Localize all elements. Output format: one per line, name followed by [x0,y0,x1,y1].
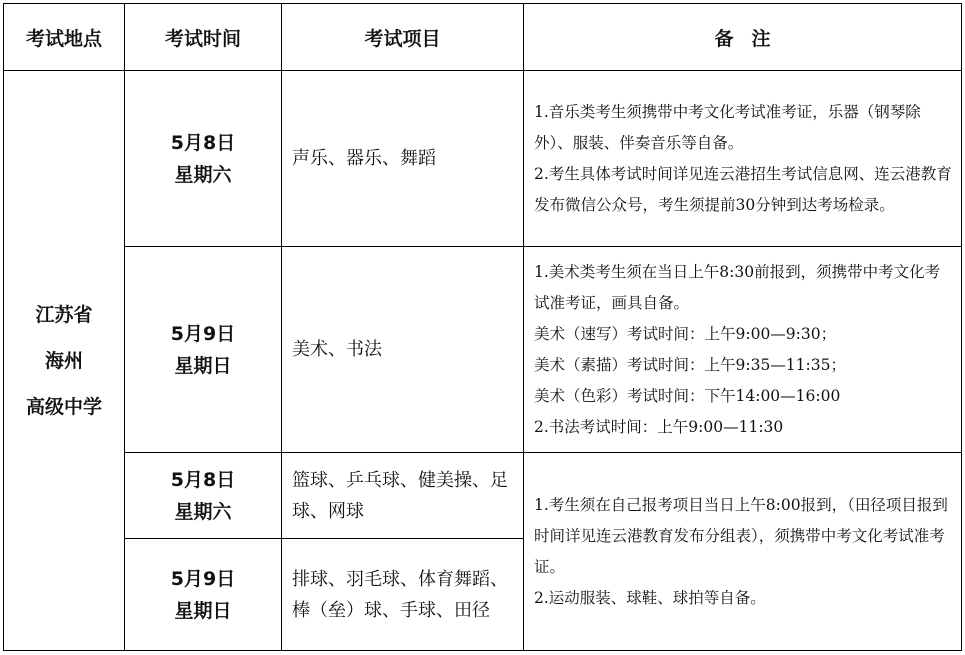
header-item: 考试项目 [282,4,524,71]
header-remarks: 备注 [524,4,962,71]
table-row [4,71,962,247]
table-row [4,453,962,539]
item-cell: 排球、羽毛球、体育舞蹈、棒（垒）球、手球、田径 [282,539,524,651]
header-location: 考试地点 [4,4,125,71]
date: 5月8日 [170,468,236,491]
location-line: 高级中学 [25,395,102,418]
note-line: 美术（素描）考试时间：上午9:35—11:35； [534,355,846,374]
item-cell: 声乐、器乐、舞蹈 [282,71,524,247]
note-line: 美术（速写）考试时间：上午9:00—9:30； [534,324,837,343]
notes-cell [524,247,962,453]
weekday: 星期六 [174,163,232,186]
date: 5月9日 [170,322,236,345]
date: 5月9日 [170,567,236,590]
note-line: 2.书法考试时间：上午9:00—11:30 [534,417,784,436]
header-row [4,4,962,71]
note-line: 美术（色彩）考试时间：下午14:00—16:00 [534,386,841,405]
date: 5月8日 [170,131,236,154]
weekday: 星期日 [174,599,232,622]
location-cell [4,71,125,651]
date-cell [125,247,282,453]
weekday: 星期六 [174,500,232,523]
header-time: 考试时间 [125,4,282,71]
table-row [4,247,962,453]
location-line: 江苏省 [35,303,93,326]
sports-notes-cell [524,453,962,651]
date-cell [125,453,282,539]
note-line: 2.考生具体考试时间详见连云港招生考试信息网、连云港教育发布微信公众号，考生须提前30分钟到达考场检录。 [534,164,952,214]
date-cell [125,71,282,247]
weekday: 星期日 [174,354,232,377]
exam-schedule-table [3,3,962,651]
item-cell: 篮球、乒乓球、健美操、足球、网球 [282,453,524,539]
note-line: 2.运动服装、球鞋、球拍等自备。 [534,588,766,607]
note-line: 1.考生须在自己报考项目当日上午8:00报到，（田径项目报到时间详见连云港教育发布分组表），须携带中考文化考试准考证。 [534,495,948,576]
date-cell [125,539,282,651]
location-line: 海州 [44,349,83,372]
note-line: 1.美术类考生须在当日上午8:30前报到，须携带中考文化考试准考证，画具自备。 [534,262,941,312]
item-cell: 美术、书法 [282,247,524,453]
note-line: 1.音乐类考生须携带中考文化考试准考证，乐器（钢琴除外）、服装、伴奏音乐等自备。 [534,102,921,152]
notes-cell [524,71,962,247]
